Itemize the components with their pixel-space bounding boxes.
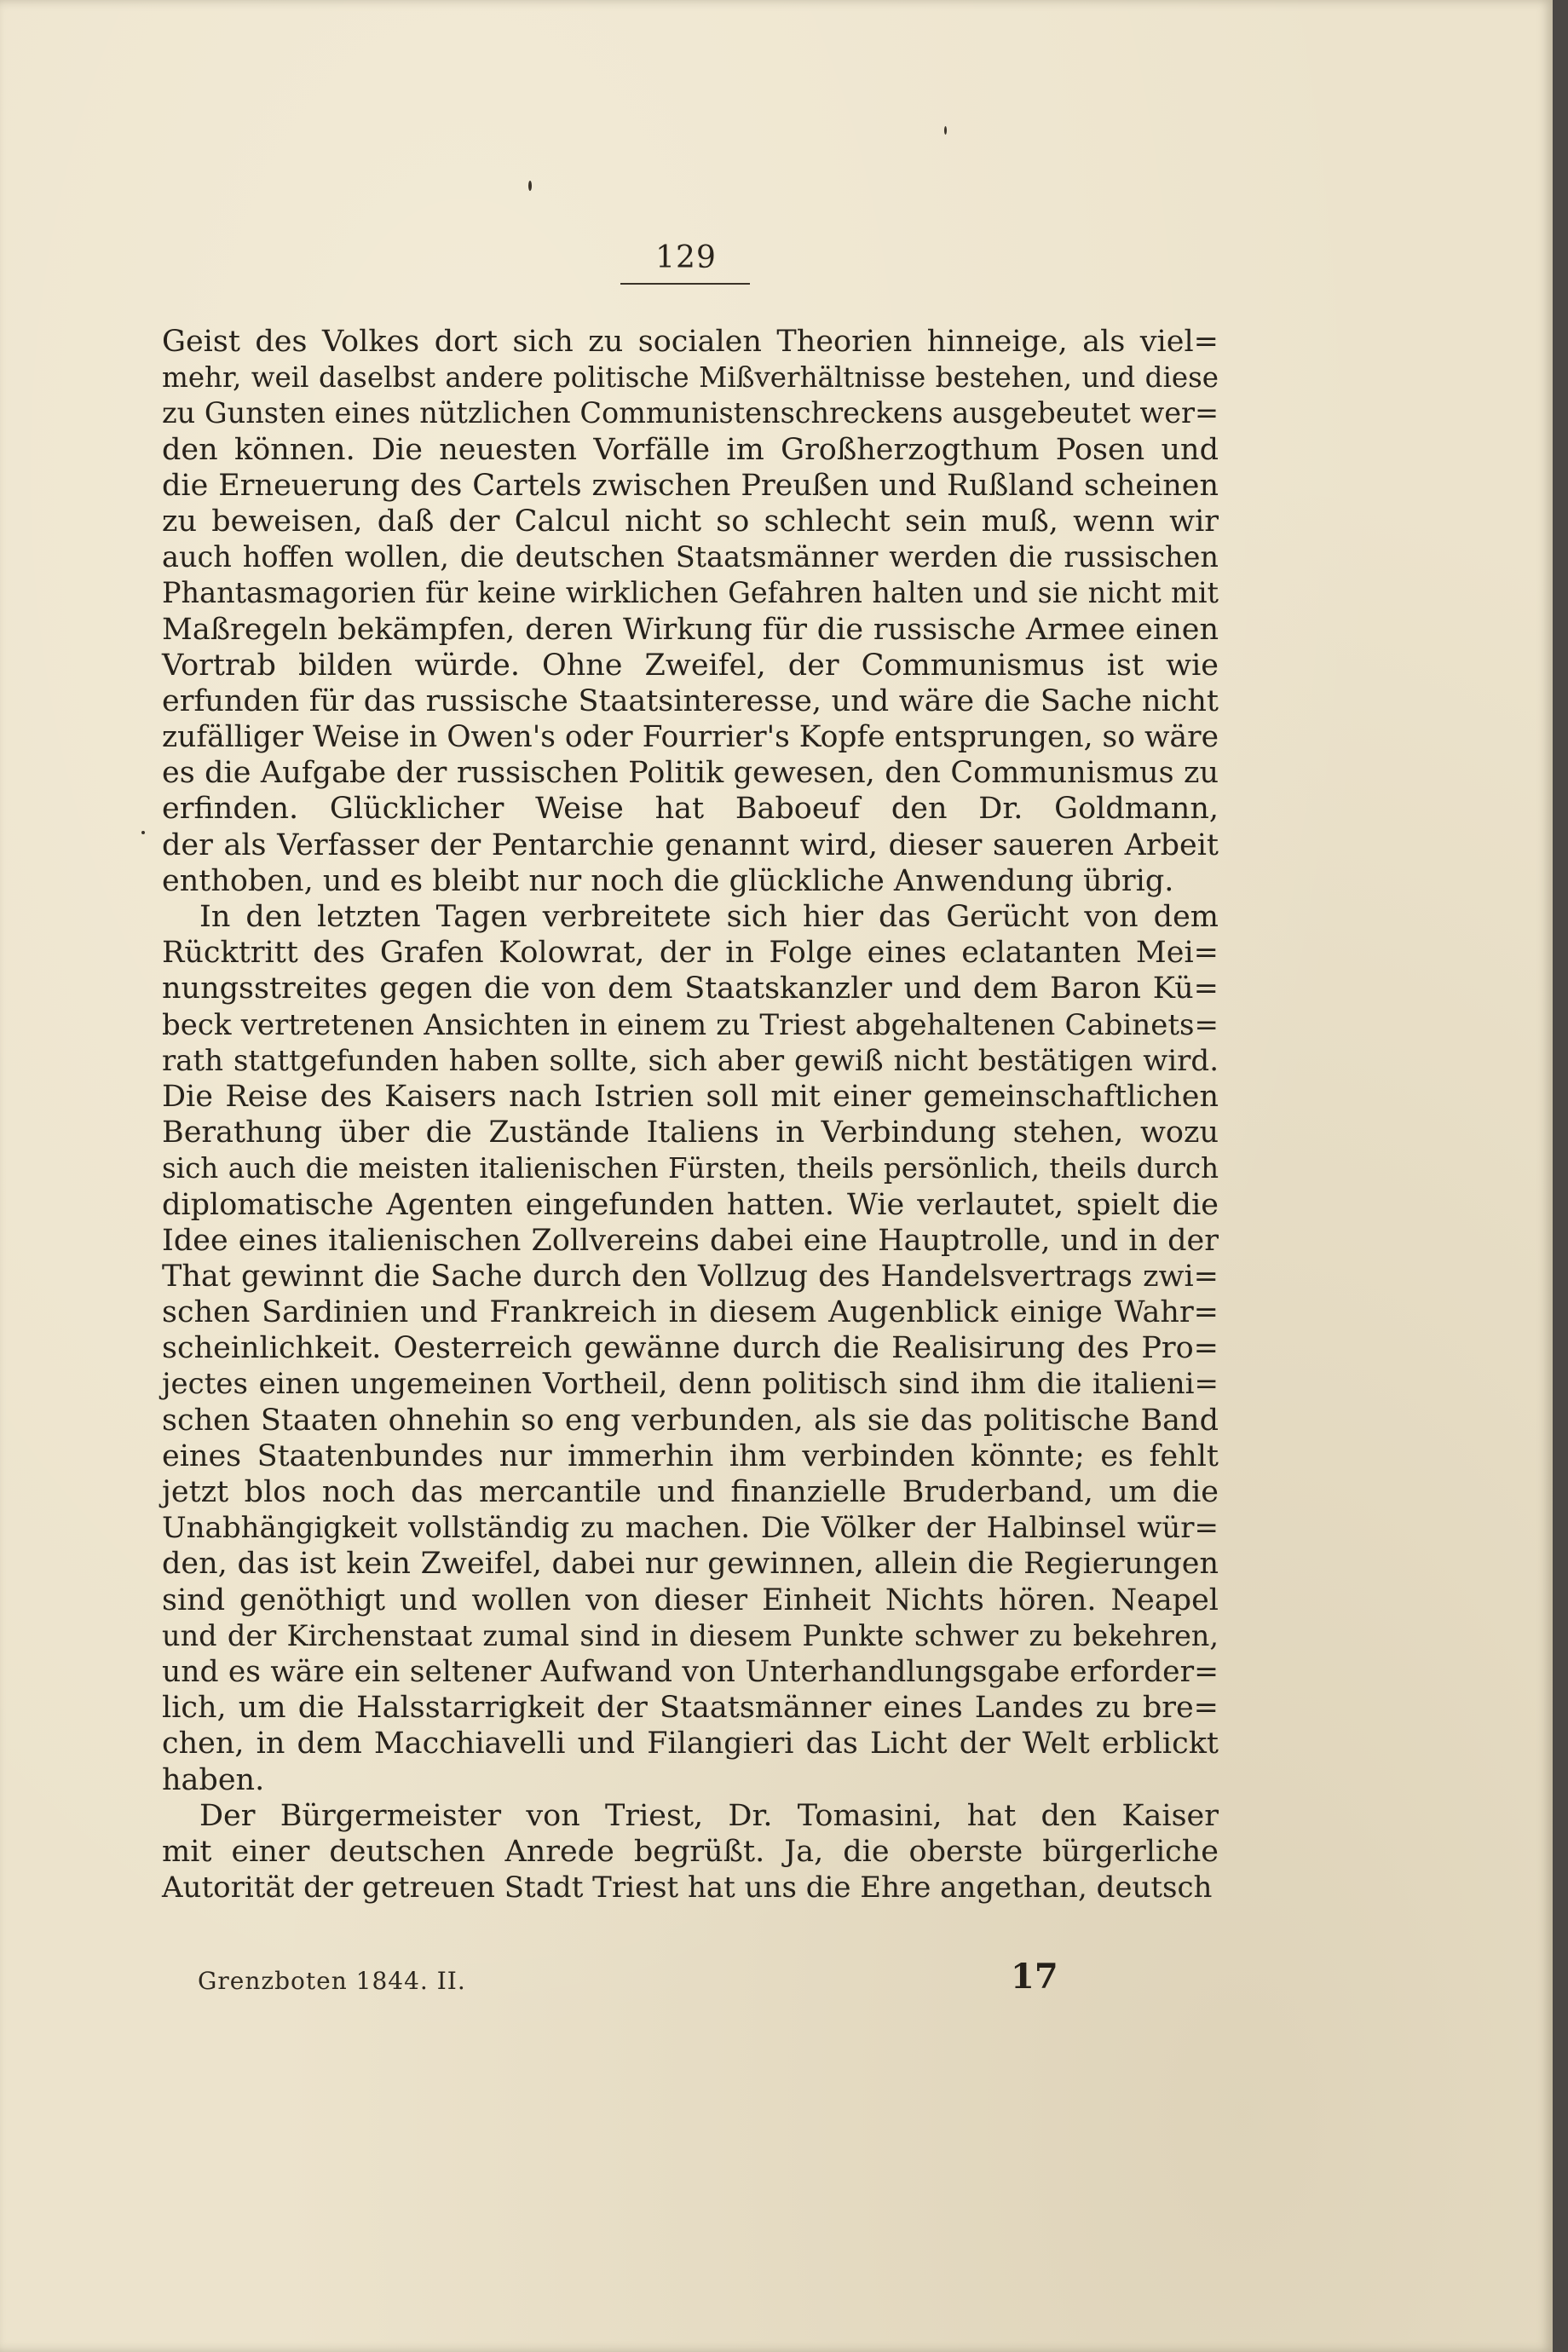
text-line: lich, um die Halsstarrigkeit der Staatsmänner eines Landes zu bre= (162, 1691, 1219, 1726)
text-line: Berathung über die Zustände Italiens in Verbindung stehen, wozu (162, 1115, 1219, 1150)
text-line: zu Gunsten eines nützlichen Communistenschreckens ausgebeutet wer= (162, 396, 1219, 430)
text-line: Unabhängigkeit vollständig zu machen. Die Völker der Halbinsel wür= (162, 1511, 1219, 1546)
text-line: jectes einen ungemeinen Vortheil, denn politisch sind ihm die italieni= (162, 1367, 1219, 1402)
text-line: und der Kirchenstaat zumal sind in diesem Punkte schwer zu bekehren, (162, 1618, 1219, 1652)
text-line: sind genöthigt und wollen von dieser Einheit Nichts hören. Neapel (162, 1582, 1219, 1617)
text-line: Autorität der getreuen Stadt Triest hat uns die Ehre angethan, deutsch (162, 1871, 1213, 1905)
text-line: schen Staaten ohnehin so eng verbunden, als sie das politische Band (162, 1403, 1219, 1438)
text-line: den, das ist kein Zweifel, dabei nur gewinnen, allein die Regierungen (162, 1547, 1219, 1582)
text-line: enthoben, und es bleibt nur noch die glückliche Anwendung übrig. (162, 863, 1174, 898)
text-line: den können. Die neuesten Vorfälle im Großherzogthum Posen und (162, 432, 1219, 467)
paper-speck (528, 181, 532, 191)
text-line: Maßregeln bekämpfen, deren Wirkung für die russische Armee einen (162, 612, 1219, 647)
text-line: auch hoffen wollen, die deutschen Staatsmänner werden die russischen (162, 540, 1219, 574)
page-number: 129 (655, 240, 717, 275)
text-line: Phantasmagorien für keine wirklichen Gefahren halten und sie nicht mit (162, 576, 1219, 610)
paragraph (162, 899, 1219, 1798)
paragraph (162, 324, 1219, 899)
sheet-number: 17 (1011, 1957, 1058, 1997)
text-line: die Erneuerung des Cartels zwischen Preußen und Rußland scheinen (162, 468, 1219, 503)
paper-speck (141, 831, 145, 834)
text-line: In den letzten Tagen verbreitete sich hier das Gerücht von dem (199, 900, 1219, 934)
text-line: nungsstreites gegen die von dem Staatskanzler und dem Baron Kü= (162, 971, 1219, 1006)
signature-mark: Grenzboten 1844. II. (198, 1967, 466, 1995)
text-line: zu beweisen, daß der Calcul nicht so schlecht sein muß, wenn wir (162, 504, 1219, 539)
text-line: Der Bürgermeister von Triest, Dr. Tomasini, hat den Kaiser (199, 1798, 1219, 1833)
text-line: chen, in dem Macchiavelli und Filangieri das Licht der Welt erblickt (162, 1727, 1219, 1761)
text-line: beck vertretenen Ansichten in einem zu Triest abgehaltenen Cabinets= (162, 1007, 1219, 1042)
paragraph (162, 1798, 1219, 1906)
text-line: mit einer deutschen Anrede begrüßt. Ja, die oberste bürgerliche (162, 1834, 1219, 1869)
text-line: erfunden für das russische Staatsinteresse, und wäre die Sache nicht (162, 683, 1219, 718)
header-rule (620, 283, 750, 285)
text-line: That gewinnt die Sache durch den Vollzug des Handelsvertrags zwi= (162, 1259, 1219, 1294)
text-line: erfinden. Glücklicher Weise hat Baboeuf den Dr. Goldmann, (162, 792, 1219, 827)
text-line: und es wäre ein seltener Aufwand von Unterhandlungsgabe erforder= (162, 1654, 1219, 1689)
text-line: sich auch die meisten italienischen Fürsten, theils persönlich, theils durch (162, 1152, 1219, 1185)
text-line: jetzt blos noch das mercantile und finanzielle Bruderband, um die (162, 1475, 1219, 1509)
text-line: mehr, weil daselbst andere politische Mißverhältnisse bestehen, und diese (162, 361, 1219, 395)
text-line: der als Verfasser der Pentarchie genannt wird, dieser saueren Arbeit (162, 827, 1219, 862)
text-line: Die Reise des Kaisers nach Istrien soll mit einer gemeinschaftlichen (162, 1079, 1219, 1114)
paper-speck (944, 126, 947, 135)
scan-backdrop (1553, 0, 1568, 2352)
text-line: es die Aufgabe der russischen Politik gewesen, den Communismus zu (162, 756, 1219, 791)
body-text (162, 324, 1219, 1905)
text-line: schen Sardinien und Frankreich in diesem Augenblick einige Wahr= (162, 1295, 1219, 1330)
text-line: Rücktritt des Grafen Kolowrat, der in Folge eines eclatanten Mei= (162, 936, 1219, 971)
text-line: Vortrab bilden würde. Ohne Zweifel, der Communismus ist wie (162, 648, 1219, 683)
text-line: zufälliger Weise in Owen's oder Fourrier's Kopfe entsprungen, so wäre (162, 720, 1219, 755)
text-line: scheinlichkeit. Oesterreich gewänne durch die Realisirung des Pro= (162, 1331, 1219, 1366)
text-line: rath stattgefunden haben sollte, sich aber gewiß nicht bestätigen wird. (162, 1043, 1219, 1078)
text-line: Geist des Volkes dort sich zu socialen Theorien hinneige, als viel= (162, 325, 1219, 359)
text-line: eines Staatenbundes nur immerhin ihm verbinden könnte; es fehlt (162, 1438, 1219, 1473)
text-line: haben. (162, 1762, 265, 1797)
text-line: Idee eines italienischen Zollvereins dabei eine Hauptrolle, und in der (162, 1223, 1219, 1258)
text-line: diplomatische Agenten eingefunden hatten. Wie verlautet, spielt die (162, 1187, 1219, 1222)
